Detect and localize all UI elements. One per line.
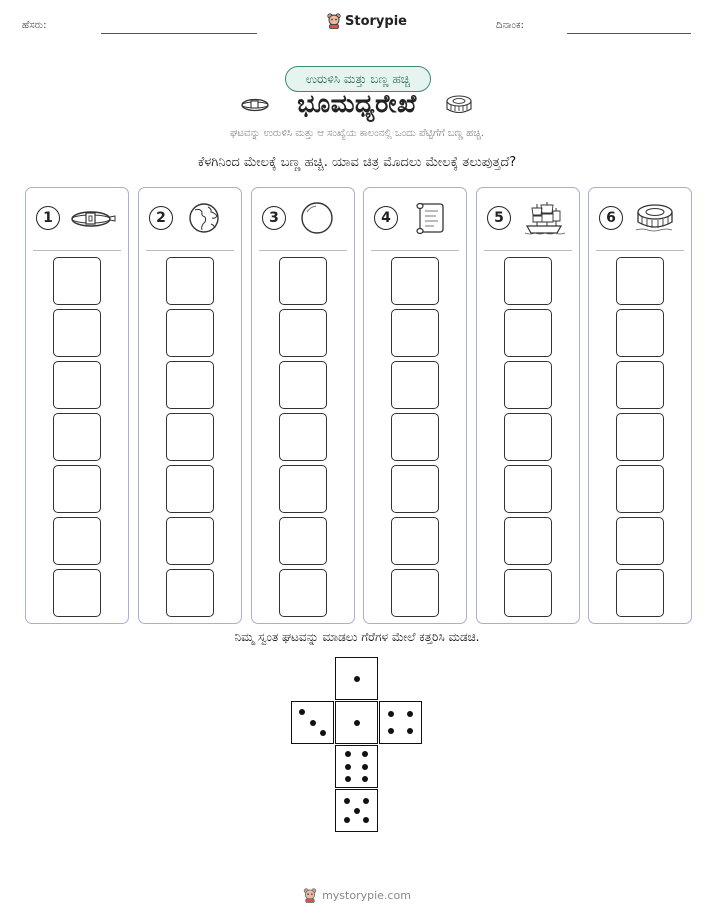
dice-pip xyxy=(362,764,368,770)
color-box[interactable] xyxy=(279,309,327,357)
color-box[interactable] xyxy=(53,257,101,305)
color-box[interactable] xyxy=(504,257,552,305)
color-box[interactable] xyxy=(166,569,214,617)
column-number: 2 xyxy=(149,206,173,230)
footer xyxy=(0,888,714,903)
dice-pip xyxy=(345,776,351,782)
color-box[interactable] xyxy=(391,257,439,305)
page-title: ಭೂಮಧ್ಯರೇಖೆ xyxy=(297,89,417,118)
color-box[interactable] xyxy=(166,413,214,461)
dice-face-4 xyxy=(379,701,422,744)
column-divider xyxy=(33,250,121,251)
name-line[interactable] xyxy=(101,33,257,34)
footer-url[interactable]: mystorypie.com xyxy=(322,889,411,902)
column-divider xyxy=(484,250,572,251)
dice-pip xyxy=(354,676,360,682)
column-number: 5 xyxy=(487,206,511,230)
color-box[interactable] xyxy=(391,309,439,357)
ball-icon xyxy=(296,200,342,236)
dice-pip xyxy=(344,798,350,804)
color-box[interactable] xyxy=(504,465,552,513)
color-box[interactable] xyxy=(279,361,327,409)
dice-face-1 xyxy=(335,657,378,700)
column-number: 4 xyxy=(374,206,398,230)
color-box[interactable] xyxy=(279,413,327,461)
date-label: ದಿನಾಂಕ: xyxy=(496,20,524,31)
column-header xyxy=(252,200,354,240)
dice-pip xyxy=(388,728,394,734)
column-2 xyxy=(138,187,242,624)
dice-face-1 xyxy=(335,701,378,744)
color-box[interactable] xyxy=(616,569,664,617)
column-divider xyxy=(146,250,234,251)
color-box[interactable] xyxy=(616,257,664,305)
ship-icon xyxy=(521,200,567,236)
column-number: 6 xyxy=(599,206,623,230)
date-line[interactable] xyxy=(567,33,691,34)
dice-face-5 xyxy=(335,789,378,832)
color-box[interactable] xyxy=(279,569,327,617)
storypie-mascot-icon xyxy=(303,888,317,903)
color-box[interactable] xyxy=(166,517,214,565)
column-header xyxy=(26,200,128,240)
color-box[interactable] xyxy=(53,413,101,461)
color-box[interactable] xyxy=(279,465,327,513)
color-box[interactable] xyxy=(53,465,101,513)
color-box[interactable] xyxy=(279,257,327,305)
dice-pip xyxy=(407,711,413,717)
column-header xyxy=(139,200,241,240)
dice-pip xyxy=(363,798,369,804)
dice-pip xyxy=(310,720,316,726)
colosseum-icon xyxy=(444,94,474,116)
column-divider xyxy=(596,250,684,251)
color-box[interactable] xyxy=(53,569,101,617)
brand-name: Storypie xyxy=(345,13,407,29)
color-box[interactable] xyxy=(166,309,214,357)
color-box[interactable] xyxy=(279,517,327,565)
color-box[interactable] xyxy=(53,517,101,565)
color-box[interactable] xyxy=(166,361,214,409)
color-box[interactable] xyxy=(504,413,552,461)
color-box[interactable] xyxy=(616,465,664,513)
dice-pip xyxy=(344,817,350,823)
color-box[interactable] xyxy=(504,361,552,409)
color-box[interactable] xyxy=(504,309,552,357)
column-3 xyxy=(251,187,355,624)
color-box[interactable] xyxy=(504,569,552,617)
storypie-mascot-icon xyxy=(327,13,341,29)
column-divider xyxy=(371,250,459,251)
column-header xyxy=(589,200,691,240)
color-box[interactable] xyxy=(391,517,439,565)
dice-pip xyxy=(362,776,368,782)
instructions: ಘಟವನ್ನು ಉರುಳಿಸಿ ಮತ್ತು ಆ ಸಂಖ್ಯೆಯ ಕಾಲಂನಲ್ಲಿ ಒಂದು ಪೆಟ್ಟಿಗೆಗೆ ಬಣ್ಣ ಹಚ್ಚಿ. xyxy=(229,128,485,139)
color-box[interactable] xyxy=(616,361,664,409)
color-box[interactable] xyxy=(166,257,214,305)
color-box[interactable] xyxy=(391,465,439,513)
column-number: 3 xyxy=(262,206,286,230)
dice-face-6 xyxy=(335,745,378,788)
column-header xyxy=(364,200,466,240)
dice-pip xyxy=(345,751,351,757)
question: ಕೆಳಗಿನಿಂದ ಮೇಲಕ್ಕೆ ಬಣ್ಣ ಹಚ್ಚಿ. ಯಾವ ಚಿತ್ರ ಮೊದಲು ಮೇಲಕ್ಕೆ ತಲುಪುತ್ತದೆ? xyxy=(197,155,517,170)
column-number: 1 xyxy=(36,206,60,230)
column-6 xyxy=(588,187,692,624)
dice-pip xyxy=(362,751,368,757)
column-5 xyxy=(476,187,580,624)
dice-pip xyxy=(388,711,394,717)
color-box[interactable] xyxy=(616,413,664,461)
color-box[interactable] xyxy=(53,361,101,409)
scroll-map-icon xyxy=(408,200,454,236)
belt-icon xyxy=(70,200,116,236)
dice-note: ನಿಮ್ಮ ಸ್ವಂತ ಘಟವನ್ನು ಮಾಡಲು ಗೆರೆಗಳ ಮೇಲೆ ಕತ್ತರಿಸಿ ಮಡಚಿ. xyxy=(234,630,480,644)
storypie-logo xyxy=(327,13,407,29)
column-header xyxy=(477,200,579,240)
column-divider xyxy=(259,250,347,251)
dice-pip xyxy=(320,730,326,736)
globe-icon xyxy=(183,200,229,236)
color-box[interactable] xyxy=(391,569,439,617)
dice-face-3 xyxy=(291,701,334,744)
column-4 xyxy=(363,187,467,624)
dice-pip xyxy=(354,808,360,814)
dice-pip xyxy=(354,720,360,726)
dice-pip xyxy=(299,709,305,715)
column-1 xyxy=(25,187,129,624)
activity-pill: ಉರುಳಿಸಿ ಮತ್ತು ಬಣ್ಣ ಹಚ್ಚಿ xyxy=(285,66,431,92)
dice-pip xyxy=(363,817,369,823)
color-box[interactable] xyxy=(53,309,101,357)
color-box[interactable] xyxy=(391,361,439,409)
color-box[interactable] xyxy=(616,309,664,357)
color-box[interactable] xyxy=(616,517,664,565)
color-box[interactable] xyxy=(166,465,214,513)
color-box[interactable] xyxy=(504,517,552,565)
colosseum-icon xyxy=(633,200,679,236)
name-label: ಹೆಸರು: xyxy=(22,20,47,31)
color-box[interactable] xyxy=(391,413,439,461)
dice-pip xyxy=(407,728,413,734)
dice-pip xyxy=(345,764,351,770)
